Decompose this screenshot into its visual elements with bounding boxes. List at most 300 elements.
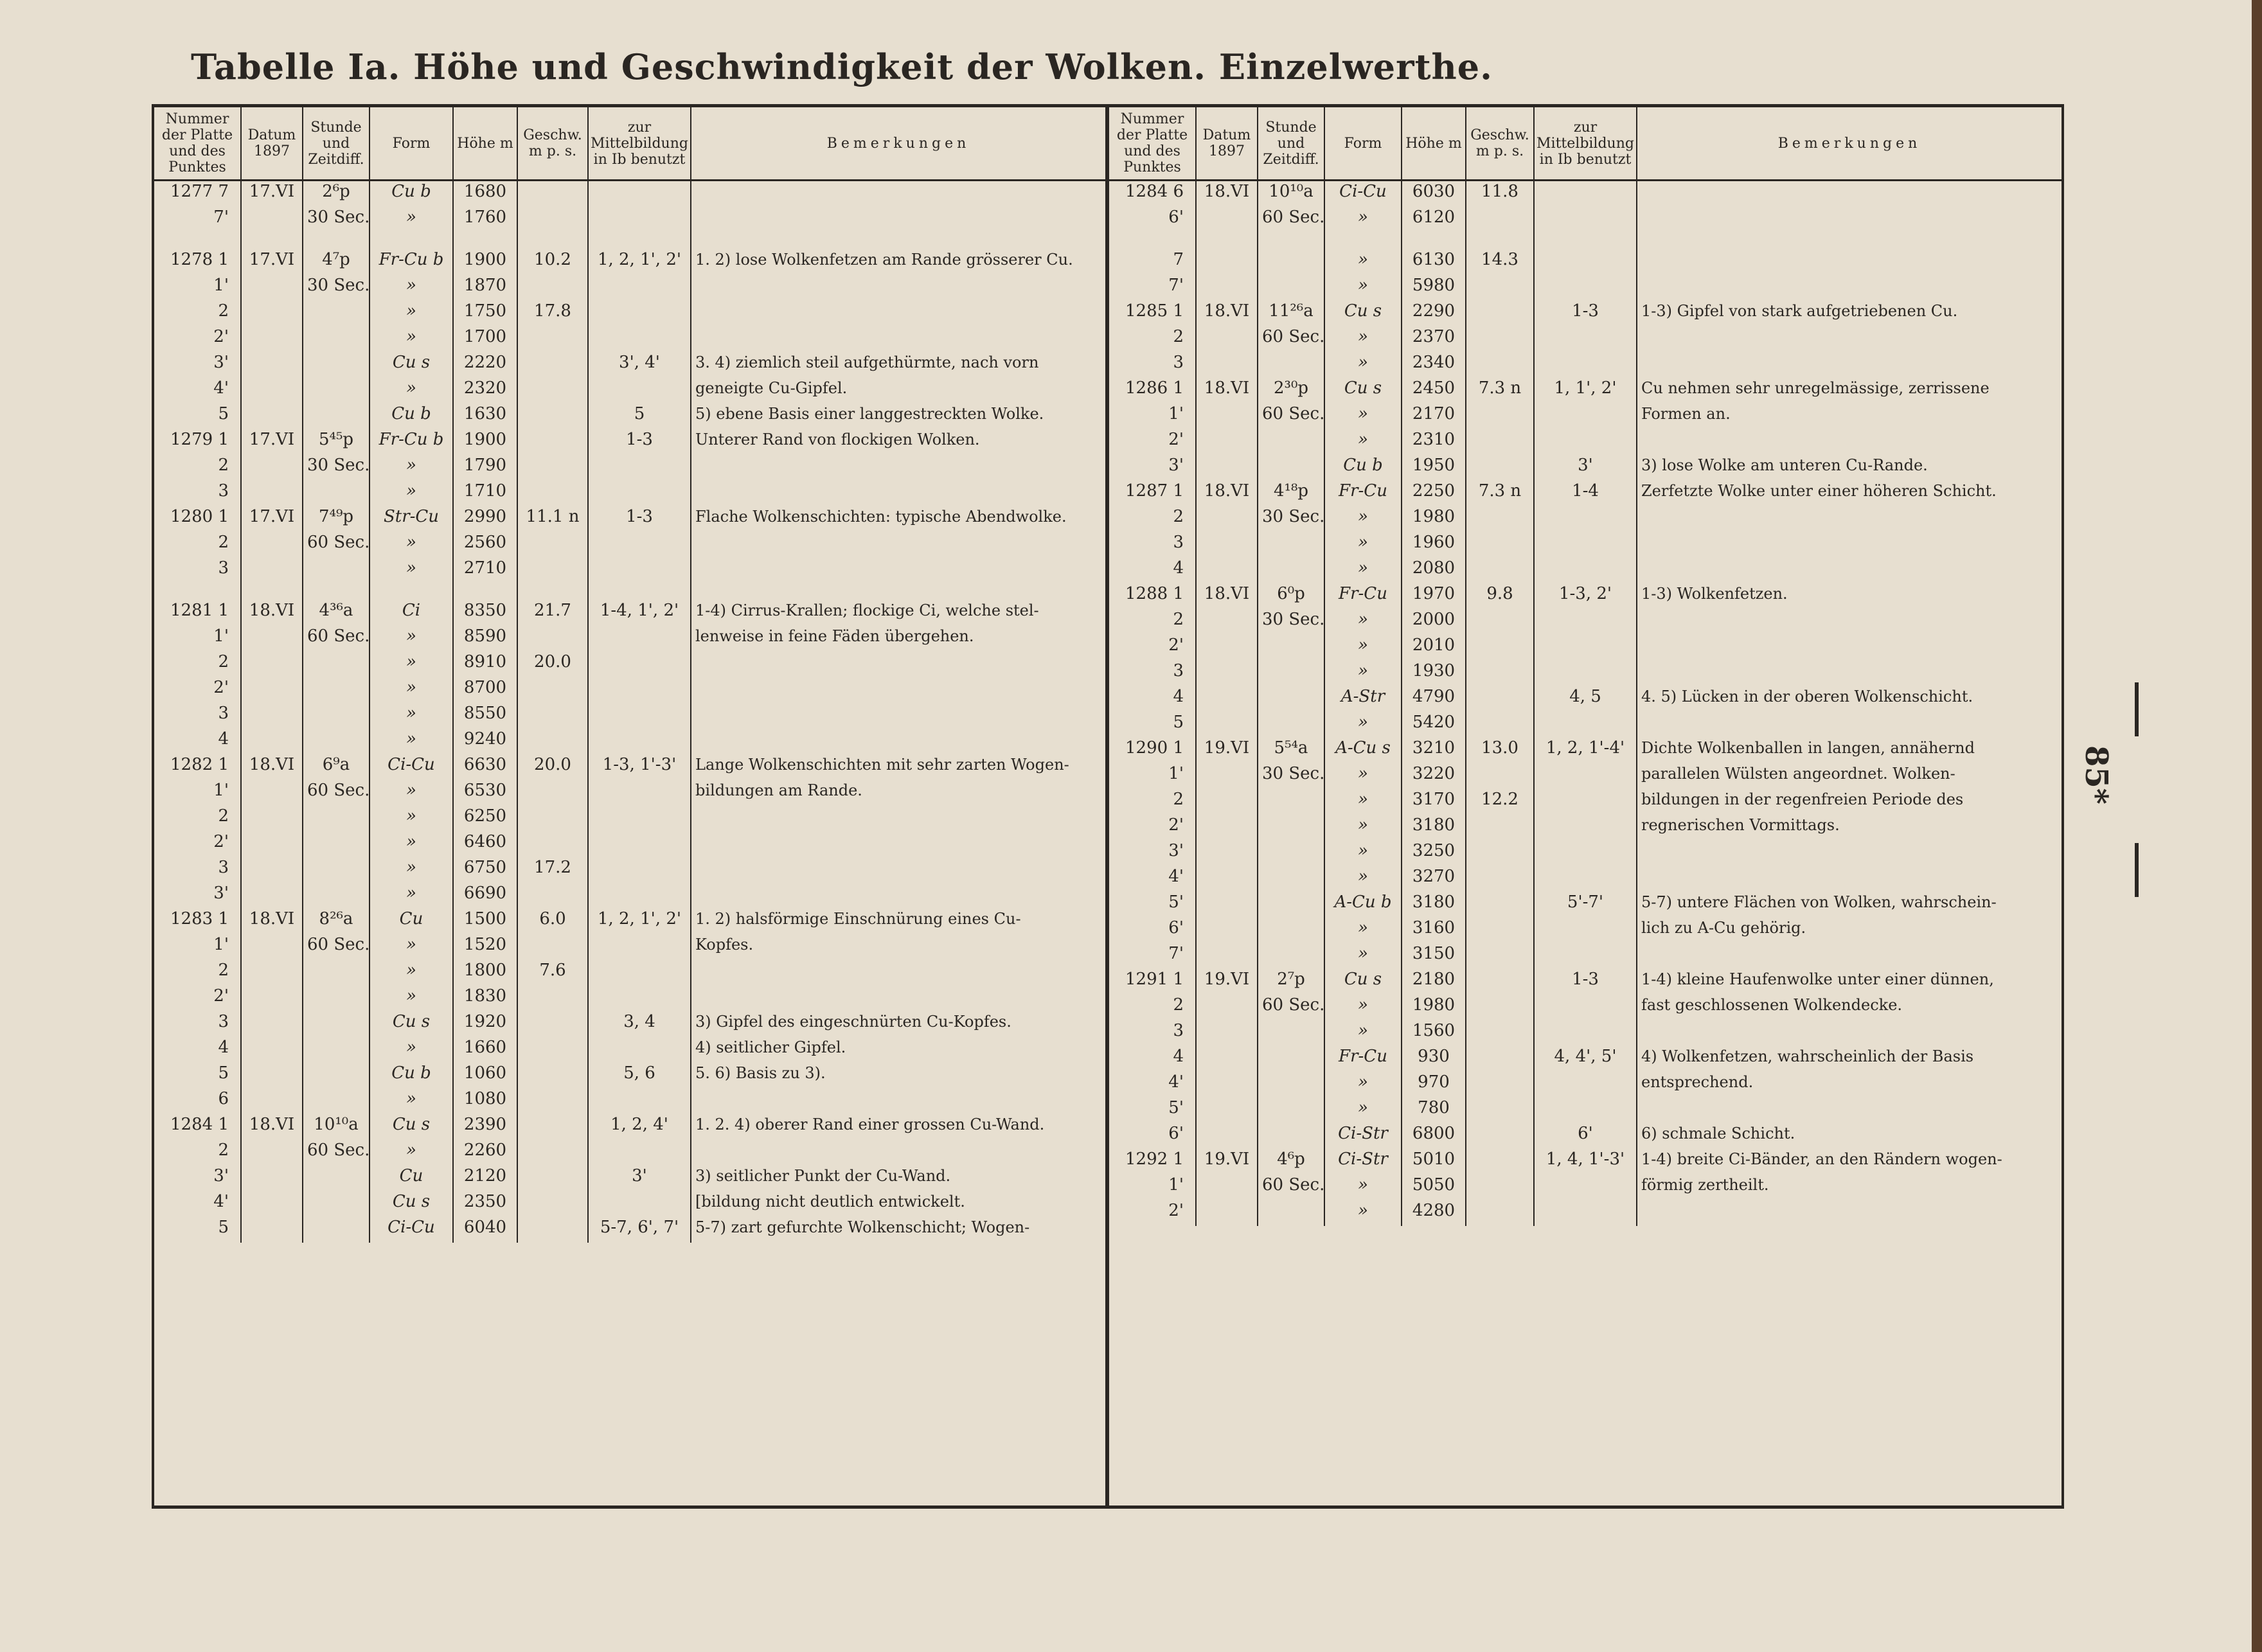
cell-bemerkung: Dichte Wolkenballen in langen, annähernd [1637, 738, 2062, 763]
cell-form: » [370, 652, 453, 677]
cell-datum [1196, 918, 1258, 943]
cell-bemerkung [1637, 840, 2062, 866]
cell-geschw [1466, 840, 1534, 866]
cell-bemerkung: Flache Wolkenschichten: typische Abendwolke. [691, 506, 1105, 532]
cell-geschw [517, 455, 588, 481]
cell-mittel [1534, 532, 1637, 558]
cell-geschw: 17.2 [517, 857, 588, 883]
cell-geschw [517, 558, 588, 583]
cell-stunde: 2³⁰p [1258, 378, 1324, 404]
cell-stunde [303, 326, 370, 352]
cell-datum [1196, 995, 1258, 1020]
cell-geschw [1466, 686, 1534, 712]
cell-bemerkung [691, 960, 1105, 986]
cell-nummer: 6' [1168, 918, 1184, 937]
cell-datum [1196, 1020, 1258, 1046]
cell-geschw [1466, 352, 1534, 378]
cell-bemerkung: [bildung nicht deutlich entwickelt. [691, 1191, 1105, 1217]
cell-datum [1196, 326, 1258, 352]
cell-datum [1196, 1175, 1258, 1200]
cell-datum [1196, 712, 1258, 738]
table-row [154, 352, 1105, 378]
cell-hoehe: 2250 [1402, 481, 1466, 506]
cell-hoehe: 3180 [1402, 892, 1466, 918]
cell-hoehe: 8590 [453, 626, 517, 652]
cell-hoehe: 2560 [453, 532, 517, 558]
cell-form: » [370, 455, 453, 481]
cell-geschw [517, 1114, 588, 1140]
cell-stunde [303, 1011, 370, 1037]
table-row [154, 934, 1105, 960]
cell-mittel [1534, 1200, 1637, 1226]
cell-bemerkung [1637, 866, 2062, 892]
cell-form: » [1324, 661, 1402, 686]
table-row [1109, 326, 2062, 352]
cell-geschw [517, 986, 588, 1011]
cell-form: » [1324, 763, 1402, 789]
cell-form: » [370, 986, 453, 1011]
cell-form: » [370, 532, 453, 558]
cell-bemerkung: Lange Wolkenschichten mit sehr zarten Wogen- [691, 754, 1105, 780]
cell-datum: 18.VI [241, 1114, 303, 1140]
cell-bemerkung [691, 883, 1105, 909]
cell-hoehe: 2390 [453, 1114, 517, 1140]
cell-nummer: 3' [213, 884, 229, 903]
cell-hoehe: 3220 [1402, 763, 1466, 789]
cell-hoehe: 1930 [1402, 661, 1466, 686]
cell-nummer: 1' [213, 276, 229, 295]
cell-datum: 17.VI [241, 249, 303, 275]
table-row [1109, 506, 2062, 532]
cell-geschw [517, 429, 588, 455]
cell-nummer: 4 [1173, 687, 1184, 706]
cell-nummer: 5 [218, 1218, 229, 1237]
cell-geschw [517, 275, 588, 301]
cell-form: » [1324, 1072, 1402, 1097]
cell-geschw [517, 207, 588, 233]
table-row [1109, 1175, 2062, 1200]
cell-form: » [1324, 815, 1402, 840]
cell-form: Str-Cu [370, 506, 453, 532]
table-row [154, 181, 1105, 208]
cell-nummer: 3 [218, 858, 229, 877]
cell-nummer: 1280 1 [170, 507, 229, 526]
cell-hoehe: 8350 [453, 600, 517, 626]
table-row [1109, 635, 2062, 661]
cell-form: Cu s [1324, 301, 1402, 326]
cell-stunde [1258, 943, 1324, 969]
cell-bemerkung [1637, 635, 2062, 661]
cell-form: Cu [370, 1166, 453, 1191]
cell-stunde: 30 Sec. [1258, 763, 1324, 789]
table-row [1109, 1046, 2062, 1072]
cell-stunde [303, 1191, 370, 1217]
cell-nummer: 2' [1168, 635, 1184, 655]
cell-form: » [370, 857, 453, 883]
cell-datum [1196, 207, 1258, 233]
cell-stunde: 10¹⁰a [1258, 181, 1324, 208]
cell-datum: 17.VI [241, 506, 303, 532]
cell-stunde [1258, 892, 1324, 918]
cell-datum [241, 1217, 303, 1243]
cell-stunde [1258, 815, 1324, 840]
cell-nummer: 7' [1168, 944, 1184, 963]
cell-hoehe: 3170 [1402, 789, 1466, 815]
table-row [154, 455, 1105, 481]
cell-stunde: 60 Sec. [1258, 207, 1324, 233]
cell-form: » [1324, 840, 1402, 866]
cell-mittel: 1, 2, 1'-4' [1534, 738, 1637, 763]
cell-hoehe: 970 [1402, 1072, 1466, 1097]
cell-stunde: 4⁷p [303, 249, 370, 275]
cell-form: Ci-Str [1324, 1149, 1402, 1175]
header-row [1109, 107, 2062, 181]
cell-form: Ci [370, 600, 453, 626]
table-row [1109, 969, 2062, 995]
cell-stunde [303, 301, 370, 326]
cell-nummer: 1287 1 [1125, 481, 1184, 501]
cell-form: » [370, 677, 453, 703]
cell-stunde [1258, 352, 1324, 378]
cell-mittel [1534, 1072, 1637, 1097]
cell-bemerkung [1637, 352, 2062, 378]
cell-stunde [303, 583, 370, 600]
cell-nummer: 1278 1 [170, 250, 229, 269]
cell-datum: 18.VI [1196, 301, 1258, 326]
cell-mittel [588, 207, 691, 233]
cell-bemerkung [691, 1140, 1105, 1166]
cell-nummer: 7' [213, 208, 229, 227]
cell-datum [1196, 1097, 1258, 1123]
cell-nummer: 2 [1173, 610, 1184, 629]
cell-hoehe: 6250 [453, 806, 517, 831]
cell-geschw [1466, 1046, 1534, 1072]
cell-geschw: 12.2 [1466, 789, 1534, 815]
cell-datum [241, 404, 303, 429]
cell-hoehe: 1980 [1402, 506, 1466, 532]
cell-bemerkung [1637, 429, 2062, 455]
cell-hoehe: 1800 [453, 960, 517, 986]
cell-geschw: 11.8 [1466, 181, 1534, 208]
cell-form: Cu b [1324, 455, 1402, 481]
cell-form: » [370, 481, 453, 506]
cell-mittel [1534, 1020, 1637, 1046]
cell-datum [241, 857, 303, 883]
cell-bemerkung: Kopfes. [691, 934, 1105, 960]
cell-bemerkung [691, 233, 1105, 249]
cell-datum [241, 583, 303, 600]
cell-geschw [517, 352, 588, 378]
table-row [154, 806, 1105, 831]
cell-mittel: 4, 4', 5' [1534, 1046, 1637, 1072]
table-row [1109, 301, 2062, 326]
cell-hoehe: 2010 [1402, 635, 1466, 661]
table-right [1107, 104, 2064, 1509]
cell-geschw [517, 1166, 588, 1191]
cell-nummer: 1281 1 [170, 601, 229, 620]
cell-bemerkung [691, 806, 1105, 831]
cell-nummer: 1288 1 [1125, 584, 1184, 603]
cell-bemerkung: 4) seitlicher Gipfel. [691, 1037, 1105, 1063]
cell-datum [241, 233, 303, 249]
cell-mittel [1534, 181, 1637, 208]
cell-nummer: 3' [213, 353, 229, 372]
table-row [1109, 738, 2062, 763]
table-row [154, 986, 1105, 1011]
cell-bemerkung [1637, 326, 2062, 352]
cell-form: » [1324, 249, 1402, 275]
cell-datum [1196, 661, 1258, 686]
table-row [154, 780, 1105, 806]
cell-stunde [1258, 712, 1324, 738]
cell-geschw [517, 883, 588, 909]
cell-hoehe: 3180 [1402, 815, 1466, 840]
cell-mittel [1534, 866, 1637, 892]
table-row [1109, 712, 2062, 738]
cell-geschw: 7.3 n [1466, 481, 1534, 506]
cell-form: Cu b [370, 1063, 453, 1088]
cell-hoehe: 4790 [1402, 686, 1466, 712]
cell-form: » [370, 729, 453, 754]
cell-form: » [370, 1088, 453, 1114]
cell-hoehe: 9240 [453, 729, 517, 754]
header-form: Form [1324, 107, 1402, 181]
cell-form: Cu s [1324, 378, 1402, 404]
cell-nummer: 3 [218, 481, 229, 501]
table-row [1109, 1072, 2062, 1097]
table-row [1109, 840, 2062, 866]
cell-stunde: 2⁷p [1258, 969, 1324, 995]
cell-mittel [1534, 918, 1637, 943]
table-row [1109, 233, 2062, 249]
table-row [154, 703, 1105, 729]
cell-nummer: 2' [1168, 430, 1184, 449]
cell-form: Cu s [370, 1011, 453, 1037]
cell-nummer: 6' [1168, 1124, 1184, 1143]
cell-hoehe: 6690 [453, 883, 517, 909]
header-mittel: zur Mittelbildung in Ib benutzt [1534, 107, 1637, 181]
cell-form: » [1324, 207, 1402, 233]
cell-form: » [1324, 326, 1402, 352]
table-row [1109, 1097, 2062, 1123]
cell-datum [1196, 275, 1258, 301]
cell-form: » [1324, 558, 1402, 583]
table-row [1109, 815, 2062, 840]
cell-stunde: 30 Sec. [303, 207, 370, 233]
cell-geschw [1466, 1175, 1534, 1200]
table-row [154, 404, 1105, 429]
cell-hoehe: 8550 [453, 703, 517, 729]
cell-stunde: 10¹⁰a [303, 1114, 370, 1140]
cell-nummer: 5 [218, 1063, 229, 1083]
cell-hoehe [453, 583, 517, 600]
header-row [154, 107, 1105, 181]
table-row [154, 883, 1105, 909]
cell-mittel [1534, 249, 1637, 275]
cell-hoehe: 3150 [1402, 943, 1466, 969]
table-row [154, 729, 1105, 754]
cell-bemerkung: parallelen Wülsten angeordnet. Wolken- [1637, 763, 2062, 789]
cell-hoehe: 2310 [1402, 429, 1466, 455]
page-title: Tabelle Ia. Höhe und Geschwindigkeit der Wolken. Einzelwerthe. [191, 46, 1493, 87]
cell-mittel [588, 481, 691, 506]
cell-mittel [1534, 1097, 1637, 1123]
cell-geschw: 10.2 [517, 249, 588, 275]
cell-stunde [303, 883, 370, 909]
cell-nummer: 2 [218, 806, 229, 826]
cell-form: » [1324, 1097, 1402, 1123]
cell-hoehe: 2180 [1402, 969, 1466, 995]
cell-form: Ci-Cu [1324, 181, 1402, 208]
cell-geschw: 7.3 n [1466, 378, 1534, 404]
cell-nummer: 1279 1 [170, 430, 229, 449]
cell-datum [1196, 429, 1258, 455]
cell-form: Cu s [370, 352, 453, 378]
cell-form: Cu b [370, 404, 453, 429]
cell-hoehe: 2370 [1402, 326, 1466, 352]
page-rule-bottom [2135, 843, 2139, 897]
cell-bemerkung [691, 181, 1105, 208]
cell-nummer: 3' [1168, 456, 1184, 475]
header-hoehe: Höhe m [1402, 107, 1466, 181]
cell-bemerkung: förmig zertheilt. [1637, 1175, 2062, 1200]
cell-geschw [1466, 763, 1534, 789]
table-row [1109, 481, 2062, 506]
cell-stunde [303, 831, 370, 857]
cell-geschw [517, 1063, 588, 1088]
cell-datum [1196, 233, 1258, 249]
table-row [154, 677, 1105, 703]
cell-nummer: 1290 1 [1125, 738, 1184, 758]
cell-datum [1196, 815, 1258, 840]
table-row [154, 1166, 1105, 1191]
cell-nummer: 2 [218, 456, 229, 475]
cell-bemerkung [1637, 661, 2062, 686]
cell-bemerkung [1637, 609, 2062, 635]
cell-geschw [1466, 1149, 1534, 1175]
cell-geschw [517, 1140, 588, 1166]
cell-bemerkung: 5-7) zart gefurchte Wolkenschicht; Wogen- [691, 1217, 1105, 1243]
table-row [154, 506, 1105, 532]
cell-stunde [1258, 429, 1324, 455]
cell-stunde: 60 Sec. [303, 626, 370, 652]
cell-datum [241, 558, 303, 583]
cell-stunde [303, 378, 370, 404]
cell-form: Cu [370, 909, 453, 934]
cell-hoehe [1402, 233, 1466, 249]
cell-geschw [517, 1037, 588, 1063]
cell-hoehe: 1950 [1402, 455, 1466, 481]
cell-stunde [1258, 866, 1324, 892]
cell-form: Fr-Cu [1324, 481, 1402, 506]
cell-hoehe: 2710 [453, 558, 517, 583]
cell-datum [1196, 558, 1258, 583]
cell-hoehe: 1920 [453, 1011, 517, 1037]
cell-mittel: 1, 2, 1', 2' [588, 909, 691, 934]
cell-nummer: 3 [1173, 661, 1184, 680]
cell-mittel: 1-3, 1'-3' [588, 754, 691, 780]
cell-mittel [1534, 558, 1637, 583]
cell-stunde [303, 806, 370, 831]
cell-bemerkung: 3) seitlicher Punkt der Cu-Wand. [691, 1166, 1105, 1191]
cell-nummer: 4 [218, 729, 229, 749]
cell-form: » [1324, 1020, 1402, 1046]
cell-form: A-Cu b [1324, 892, 1402, 918]
table-row [154, 207, 1105, 233]
cell-form: Cu b [370, 181, 453, 208]
cell-mittel [1534, 207, 1637, 233]
cell-geschw [1466, 558, 1534, 583]
table-row [1109, 995, 2062, 1020]
cell-nummer: 1' [213, 626, 229, 646]
cell-bemerkung [691, 1088, 1105, 1114]
table-row [154, 1063, 1105, 1088]
cell-mittel: 5-7, 6', 7' [588, 1217, 691, 1243]
cell-form: » [1324, 506, 1402, 532]
cell-bemerkung: 3. 4) ziemlich steil aufgethürmte, nach vorn [691, 352, 1105, 378]
cell-bemerkung: 1. 2. 4) oberer Rand einer grossen Cu-Wand. [691, 1114, 1105, 1140]
cell-stunde [303, 703, 370, 729]
cell-form: » [370, 378, 453, 404]
cell-bemerkung: lich zu A-Cu gehörig. [1637, 918, 2062, 943]
cell-hoehe: 5050 [1402, 1175, 1466, 1200]
table-row [154, 249, 1105, 275]
cell-mittel [1534, 352, 1637, 378]
table-row [154, 1037, 1105, 1063]
cell-stunde [1258, 1200, 1324, 1226]
cell-nummer: 1283 1 [170, 909, 229, 928]
cell-datum [241, 1037, 303, 1063]
cell-mittel [588, 532, 691, 558]
cell-mittel: 3' [1534, 455, 1637, 481]
cell-form: Fr-Cu [1324, 583, 1402, 609]
cell-bemerkung: 4. 5) Lücken in der oberen Wolkenschicht. [1637, 686, 2062, 712]
cell-nummer: 4 [218, 1038, 229, 1057]
cell-geschw [1466, 1072, 1534, 1097]
cell-form: » [1324, 918, 1402, 943]
cell-mittel [1534, 233, 1637, 249]
table-row [1109, 943, 2062, 969]
cell-mittel: 5 [588, 404, 691, 429]
page-edge [2252, 0, 2262, 1652]
cell-bemerkung: 1. 2) halsförmige Einschnürung eines Cu- [691, 909, 1105, 934]
cell-bemerkung: Zerfetzte Wolke unter einer höheren Schicht. [1637, 481, 2062, 506]
cell-form: » [370, 326, 453, 352]
cell-mittel [1534, 326, 1637, 352]
cell-nummer: 6' [1168, 208, 1184, 227]
cell-bemerkung [1637, 1200, 2062, 1226]
cell-nummer: 1277 7 [170, 182, 229, 201]
cell-hoehe: 1060 [453, 1063, 517, 1088]
cell-hoehe: 2170 [1402, 404, 1466, 429]
page-number: 85* [2078, 745, 2114, 804]
cell-mittel [588, 1037, 691, 1063]
cell-datum: 18.VI [1196, 583, 1258, 609]
table-row [1109, 763, 2062, 789]
cell-hoehe: 8700 [453, 677, 517, 703]
cell-mittel: 1-3 [588, 429, 691, 455]
cell-datum [241, 729, 303, 754]
cell-geschw: 17.8 [517, 301, 588, 326]
cell-hoehe: 6460 [453, 831, 517, 857]
cell-mittel [1534, 763, 1637, 789]
cell-mittel [1534, 661, 1637, 686]
cell-nummer: 4' [1168, 867, 1184, 886]
cell-datum [1196, 866, 1258, 892]
table-row [1109, 181, 2062, 208]
cell-mittel [588, 1191, 691, 1217]
cell-datum: 18.VI [241, 600, 303, 626]
